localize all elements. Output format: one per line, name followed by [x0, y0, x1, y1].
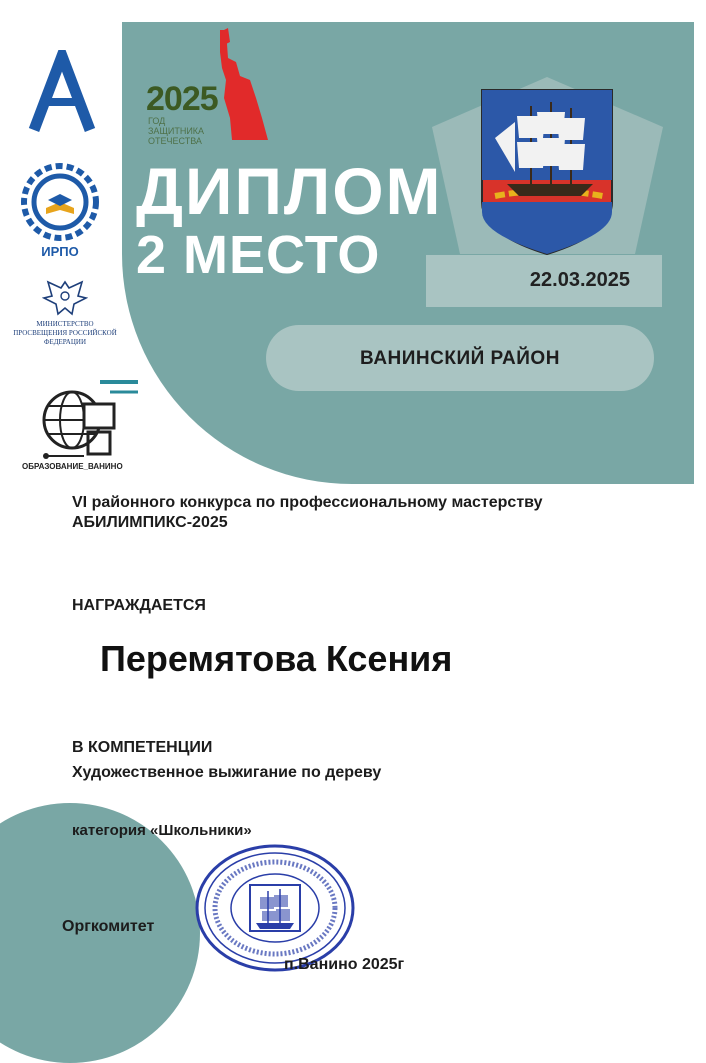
place-title: 2 МЕСТО [136, 225, 381, 285]
awardee-name: Перемятова Ксения [100, 638, 453, 679]
competence-name: Художественное выжигание по дереву [72, 764, 382, 781]
place-year-text: п.Ванино 2025г [284, 956, 405, 973]
diploma-title: ДИПЛОМ [136, 154, 443, 228]
coat-of-arms-icon [425, 72, 670, 257]
contest-line-1: VI районного конкурса по профессиональному мастерству [72, 494, 543, 511]
official-stamp-icon [194, 843, 356, 973]
globe-computer-icon [40, 378, 140, 462]
eagle-icon [42, 276, 88, 316]
year-number: 2025 [146, 80, 218, 118]
year-of-defender-logo [146, 28, 286, 148]
date-box [426, 255, 662, 307]
orgcommittee-label: Оргкомитет [62, 918, 155, 935]
date-text: 22.03.2025 [529, 269, 630, 291]
awarded-label: НАГРАЖДАЕТСЯ [72, 597, 206, 614]
gear-icon [20, 162, 100, 242]
ministry-logo [10, 272, 120, 348]
ministry-label: МИНИСТЕРСТВО ПРОСВЕЩЕНИЯ РОССИЙСКОЙ ФЕДЕРАЦИИ [13, 320, 117, 346]
year-subtitle: ГОД ЗАЩИТНИКА ОТЕЧЕСТВА [148, 116, 205, 146]
irpo-logo [14, 162, 106, 260]
irpo-label: ИРПО [41, 244, 79, 259]
education-label: ОБРАЗОВАНИЕ_ВАНИНО [22, 462, 123, 471]
district-text: ВАНИНСКИЙ РАЙОН [360, 348, 560, 369]
abilympics-logo-icon [26, 50, 98, 132]
contest-line-2: АБИЛИМПИКС-2025 [72, 514, 228, 531]
education-vanino-logo [22, 378, 142, 474]
competence-label: В КОМПЕТЕНЦИИ [72, 739, 213, 756]
district-pill [266, 325, 654, 391]
category-line: категория «Школьники» [72, 822, 252, 839]
